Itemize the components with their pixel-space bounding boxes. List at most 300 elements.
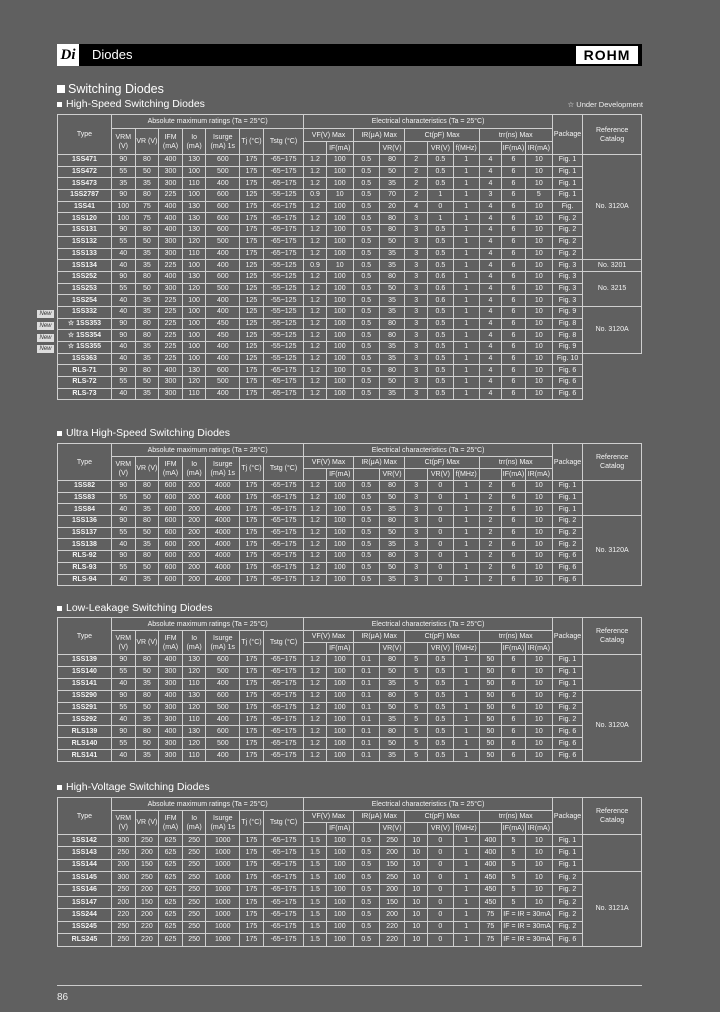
table-cell: 625 xyxy=(159,884,183,896)
table-cell: 4000 xyxy=(206,551,240,563)
table-cell: 10 xyxy=(525,527,552,539)
table-cell: 10 xyxy=(525,330,552,342)
table-row xyxy=(58,260,642,272)
table-cell: 175 xyxy=(240,678,264,690)
table-cell: 6 xyxy=(502,353,526,365)
table-cell: 1.2 xyxy=(304,504,326,516)
table-cell: 3 xyxy=(405,365,427,377)
table-cell: 0.5 xyxy=(353,213,379,225)
table-cell: 0.5 xyxy=(353,330,379,342)
table-cell: 600 xyxy=(159,562,183,574)
table-cell: -65~175 xyxy=(263,388,304,400)
table-cell: 1.5 xyxy=(304,884,326,896)
table-cell: 1 xyxy=(453,388,479,400)
type-name-cell: RLS140 xyxy=(58,738,112,750)
type-name-cell: 1SS83 xyxy=(58,492,112,504)
table-cell: 10 xyxy=(525,574,552,586)
table-cell: 100 xyxy=(326,738,353,750)
table-cell: 0.5 xyxy=(427,236,453,248)
table-cell: 35 xyxy=(135,248,159,260)
table-cell: 35 xyxy=(379,248,405,260)
table-cell: 10 xyxy=(405,884,427,896)
table-cell: 6 xyxy=(502,516,526,528)
table-cell: 35 xyxy=(379,178,405,190)
table-cell: 1 xyxy=(453,666,479,678)
table-cell: 5 xyxy=(405,750,427,762)
table-cell: 100 xyxy=(326,921,353,933)
table-cell: 1 xyxy=(453,365,479,377)
table-cell: 0.5 xyxy=(353,539,379,551)
table-cell: 250 xyxy=(182,934,206,946)
table-cell: 35 xyxy=(135,260,159,272)
table-cell: 1000 xyxy=(206,896,240,908)
table-cell: -65~175 xyxy=(263,236,304,248)
table-cell: 175 xyxy=(240,155,264,167)
table-cell: 1.5 xyxy=(304,934,326,946)
table-cell: 100 xyxy=(326,562,353,574)
table-cell: 100 xyxy=(326,236,353,248)
table-cell: 400 xyxy=(206,750,240,762)
table-cell: 400 xyxy=(206,295,240,307)
table-cell: 6 xyxy=(502,365,526,377)
table-cell: 0.5 xyxy=(353,481,379,493)
table-row xyxy=(58,353,642,365)
type-name-cell: RLS139 xyxy=(58,726,112,738)
table-cell: 1 xyxy=(453,492,479,504)
table-cell: Fig. 1 xyxy=(552,178,582,190)
table-cell: 0 xyxy=(427,835,453,847)
table-cell: 200 xyxy=(182,527,206,539)
table-cell: 6 xyxy=(502,201,526,213)
header-sub xyxy=(304,643,326,655)
table-cell: Fig. 8 xyxy=(552,318,582,330)
new-badge: New xyxy=(37,334,54,342)
table-cell: 1 xyxy=(453,562,479,574)
table-cell: 10 xyxy=(525,562,552,574)
table-cell: 150 xyxy=(379,896,405,908)
table-cell: Fig. 2 xyxy=(552,236,582,248)
table-cell: -65~175 xyxy=(263,896,304,908)
table-cell: 35 xyxy=(379,260,405,272)
table-cell: 625 xyxy=(159,896,183,908)
table-cell: 0.5 xyxy=(427,155,453,167)
header-rating: Tstg (°C) xyxy=(263,129,304,155)
header-type: Type xyxy=(58,798,112,835)
header-sub: IR(mA) xyxy=(525,823,552,835)
table-cell: 0.5 xyxy=(427,225,453,237)
table-cell: 0.1 xyxy=(353,738,379,750)
table-cell: 80 xyxy=(135,225,159,237)
type-name-cell: 1SS136 xyxy=(58,516,112,528)
trr-condition-cell: IF = IR = 30mA xyxy=(502,909,553,921)
table-cell: 90 xyxy=(111,516,135,528)
table-cell: 100 xyxy=(326,166,353,178)
table-cell: 55 xyxy=(111,166,135,178)
table-cell: 130 xyxy=(182,690,206,702)
header-electrical: Electrical characteristics (Ta = 25°C) xyxy=(304,115,553,129)
table-cell: 100 xyxy=(326,248,353,260)
table-cell: 600 xyxy=(206,726,240,738)
table-cell: -65~175 xyxy=(263,516,304,528)
table-cell: 6 xyxy=(502,562,526,574)
table-cell: 3 xyxy=(405,388,427,400)
table-cell: 35 xyxy=(135,295,159,307)
table-cell: 100 xyxy=(326,225,353,237)
table-cell: 5 xyxy=(502,835,526,847)
table-cell: 125 xyxy=(240,306,264,318)
table-cell: 0.5 xyxy=(353,236,379,248)
table-cell: 6 xyxy=(502,702,526,714)
table-row xyxy=(58,155,642,167)
table-cell: 100 xyxy=(326,726,353,738)
reference-catalog-cell: No. 3201 xyxy=(583,260,642,272)
header-abs-max: Absolute maximum ratings (Ta = 25°C) xyxy=(111,798,303,811)
type-name-cell: 1SS141 xyxy=(58,678,112,690)
table-cell: 175 xyxy=(240,166,264,178)
reference-catalog-cell: No. 3120A xyxy=(583,516,642,586)
section-title: Low-Leakage Switching Diodes xyxy=(57,602,213,614)
table-cell: 55 xyxy=(111,666,135,678)
table-cell: 10 xyxy=(525,655,552,667)
table-cell: 0.5 xyxy=(353,365,379,377)
table-cell: -65~175 xyxy=(263,365,304,377)
table-cell: 10 xyxy=(525,539,552,551)
table-cell: 0.5 xyxy=(353,260,379,272)
type-name-cell: 1SS253 xyxy=(58,283,112,295)
table-cell: 55 xyxy=(111,702,135,714)
type-name-cell: 1SS473 xyxy=(58,178,112,190)
table-cell: 0.1 xyxy=(353,750,379,762)
table-cell: 0.5 xyxy=(353,190,379,202)
table-cell: 75 xyxy=(479,921,501,933)
table-cell: 1 xyxy=(453,702,479,714)
table-cell: 225 xyxy=(159,295,183,307)
header-sub: f(MHz) xyxy=(453,142,479,155)
table-cell: 3 xyxy=(405,248,427,260)
header-rating: Tj (°C) xyxy=(240,457,264,481)
type-name-cell: 1SS145 xyxy=(58,872,112,884)
table-cell: 625 xyxy=(159,921,183,933)
table-cell: 1.2 xyxy=(304,155,326,167)
table-cell: 50 xyxy=(379,236,405,248)
table-cell: 0.5 xyxy=(427,365,453,377)
table-cell: 100 xyxy=(326,365,353,377)
table-cell: 10 xyxy=(525,260,552,272)
section-title: High-Voltage Switching Diodes xyxy=(57,781,210,793)
table-cell: 100 xyxy=(326,213,353,225)
table-cell: 600 xyxy=(206,190,240,202)
table-cell: 300 xyxy=(159,166,183,178)
table-cell: 110 xyxy=(182,178,206,190)
table-cell: Fig. 2 xyxy=(552,896,582,908)
table-cell: -65~175 xyxy=(263,527,304,539)
table-cell: -65~175 xyxy=(263,377,304,389)
table-cell: 220 xyxy=(111,909,135,921)
table-cell: 55 xyxy=(111,738,135,750)
table-cell: 175 xyxy=(240,702,264,714)
table-cell: 400 xyxy=(479,835,501,847)
table-row xyxy=(58,527,642,539)
table-cell: -65~175 xyxy=(263,225,304,237)
table-cell: 0.5 xyxy=(427,330,453,342)
table-cell: 3 xyxy=(405,283,427,295)
table-cell: 0.5 xyxy=(427,353,453,365)
table-cell: 0.5 xyxy=(353,283,379,295)
table-cell: 6 xyxy=(502,551,526,563)
table-cell: 1 xyxy=(453,504,479,516)
table-cell: 80 xyxy=(135,330,159,342)
table-cell: 100 xyxy=(326,306,353,318)
table-cell: Fig. 1 xyxy=(552,835,582,847)
table-cell: Fig. 1 xyxy=(552,504,582,516)
table-cell: 10 xyxy=(525,225,552,237)
table-cell: 1 xyxy=(453,481,479,493)
table-cell: 0 xyxy=(427,504,453,516)
type-name-cell: 1SS142 xyxy=(58,835,112,847)
table-cell: 175 xyxy=(240,201,264,213)
table-cell: 500 xyxy=(206,283,240,295)
table-cell: 0.9 xyxy=(304,190,326,202)
table-cell: 250 xyxy=(135,835,159,847)
table-cell: 3 xyxy=(405,213,427,225)
table-cell: 1 xyxy=(453,295,479,307)
table-cell: -65~175 xyxy=(263,847,304,859)
table-cell: 6 xyxy=(502,738,526,750)
table-cell: Fig. 3 xyxy=(552,295,582,307)
table-cell: 6 xyxy=(502,504,526,516)
table-row xyxy=(58,666,642,678)
table-row xyxy=(58,342,642,354)
table-cell: 1.2 xyxy=(304,574,326,586)
table-cell: 400 xyxy=(206,353,240,365)
table-cell: 130 xyxy=(182,655,206,667)
table-cell: Fig. 6 xyxy=(552,388,582,400)
header-sub: VR(V) xyxy=(379,142,405,155)
table-cell: 6 xyxy=(502,481,526,493)
under-development-note: ☆ Under Development xyxy=(567,100,643,109)
reference-catalog-cell xyxy=(583,481,642,516)
table-cell: 175 xyxy=(240,527,264,539)
table-row xyxy=(58,847,642,859)
table-cell: 125 xyxy=(240,353,264,365)
table-cell: 1.5 xyxy=(304,909,326,921)
table-cell: 35 xyxy=(135,178,159,190)
table-cell: 35 xyxy=(379,295,405,307)
table-cell: 0.5 xyxy=(427,342,453,354)
table-cell: 175 xyxy=(240,492,264,504)
table-row xyxy=(58,738,642,750)
table-cell: 100 xyxy=(182,190,206,202)
table-cell: 50 xyxy=(135,738,159,750)
table-cell: 10 xyxy=(525,859,552,871)
table-cell: 4000 xyxy=(206,539,240,551)
table-cell: 3 xyxy=(405,539,427,551)
table-cell: 3 xyxy=(479,190,501,202)
table-cell: 110 xyxy=(182,750,206,762)
header-rating: Io (mA) xyxy=(182,631,206,655)
table-row xyxy=(58,504,642,516)
header-sub: f(MHz) xyxy=(453,823,479,835)
table-cell: -65~175 xyxy=(263,909,304,921)
table-cell: Fig. 1 xyxy=(552,155,582,167)
table-cell: 4 xyxy=(405,201,427,213)
header-ct: Ct(pF) Max xyxy=(405,129,479,142)
table-cell: 4 xyxy=(479,342,501,354)
table-cell: 0.5 xyxy=(353,884,379,896)
table-cell: 175 xyxy=(240,655,264,667)
table-cell: 50 xyxy=(379,527,405,539)
table-cell: 80 xyxy=(135,318,159,330)
table-cell: 1.2 xyxy=(304,271,326,283)
header-sub: IR(mA) xyxy=(525,469,552,481)
type-name-cell: 1SS131 xyxy=(58,225,112,237)
table-cell: 3 xyxy=(405,574,427,586)
table-cell: 4 xyxy=(479,271,501,283)
table-cell: 250 xyxy=(379,835,405,847)
table-cell: 150 xyxy=(379,859,405,871)
table-cell: 80 xyxy=(135,271,159,283)
table-cell: 175 xyxy=(240,859,264,871)
table-cell: 40 xyxy=(111,574,135,586)
table-cell: -55~125 xyxy=(263,318,304,330)
bullet-icon xyxy=(57,785,62,790)
table-cell: 1 xyxy=(453,690,479,702)
table-row xyxy=(58,190,642,202)
spec-table xyxy=(57,797,642,947)
type-name-cell: 1SS290 xyxy=(58,690,112,702)
table-cell: 50 xyxy=(479,750,501,762)
footer-rule xyxy=(57,985,642,986)
table-cell: 80 xyxy=(379,516,405,528)
reference-catalog-cell: No. 3120A xyxy=(583,155,642,260)
table-cell: 0.5 xyxy=(353,318,379,330)
table-cell: Fig. 6 xyxy=(552,365,582,377)
table-row xyxy=(58,365,642,377)
table-cell: 10 xyxy=(525,702,552,714)
table-cell: Fig. 1 xyxy=(552,481,582,493)
table-cell: 1 xyxy=(453,527,479,539)
table-cell: 0 xyxy=(427,921,453,933)
header-sub: IF(mA) xyxy=(502,142,526,155)
table-cell: 175 xyxy=(240,551,264,563)
table-cell: Fig. 2 xyxy=(552,884,582,896)
table-cell: 100 xyxy=(326,702,353,714)
new-badge: New xyxy=(37,345,54,353)
table-cell: Fig. 6 xyxy=(552,934,582,946)
table-cell: 80 xyxy=(379,213,405,225)
table-cell: Fig. 6 xyxy=(552,562,582,574)
table-cell: 5 xyxy=(405,678,427,690)
table-cell: 400 xyxy=(206,678,240,690)
table-cell: 100 xyxy=(326,934,353,946)
table-row xyxy=(58,481,642,493)
spec-table xyxy=(57,114,642,400)
header-sub xyxy=(479,643,501,655)
table-cell: 100 xyxy=(326,835,353,847)
table-cell: 625 xyxy=(159,847,183,859)
table-cell: 10 xyxy=(525,835,552,847)
table-cell: 1.2 xyxy=(304,377,326,389)
table-cell: -55~125 xyxy=(263,260,304,272)
table-cell: 10 xyxy=(326,260,353,272)
table-cell: 175 xyxy=(240,481,264,493)
table-cell: 400 xyxy=(206,714,240,726)
table-cell: 175 xyxy=(240,516,264,528)
table-cell: 300 xyxy=(159,702,183,714)
table-cell: 1.5 xyxy=(304,896,326,908)
table-cell: 1 xyxy=(453,377,479,389)
table-cell: 80 xyxy=(379,481,405,493)
table-cell: 50 xyxy=(479,714,501,726)
table-cell: 10 xyxy=(525,155,552,167)
table-cell: 0.5 xyxy=(427,690,453,702)
table-cell: 175 xyxy=(240,225,264,237)
trr-condition-cell: IF = IR = 30mA xyxy=(502,934,553,946)
table-cell: 6 xyxy=(502,295,526,307)
table-cell: 100 xyxy=(326,330,353,342)
header-rating: VR (V) xyxy=(135,811,159,835)
table-cell: 35 xyxy=(379,388,405,400)
table-cell: 2 xyxy=(405,178,427,190)
table-cell: 55 xyxy=(111,562,135,574)
table-cell: 200 xyxy=(182,516,206,528)
table-cell: 0.5 xyxy=(353,377,379,389)
square-bullet-icon xyxy=(57,85,65,93)
table-cell: 4000 xyxy=(206,527,240,539)
table-cell: -65~175 xyxy=(263,551,304,563)
type-name-cell: 1SS245 xyxy=(58,921,112,933)
table-cell: 175 xyxy=(240,539,264,551)
table-cell: 100 xyxy=(326,539,353,551)
table-cell: 35 xyxy=(135,714,159,726)
table-cell: 10 xyxy=(405,896,427,908)
table-cell: 120 xyxy=(182,738,206,750)
table-cell: 10 xyxy=(326,190,353,202)
table-cell: 40 xyxy=(111,353,135,365)
table-cell: 10 xyxy=(525,248,552,260)
table-cell: 100 xyxy=(326,155,353,167)
table-cell: 1.2 xyxy=(304,527,326,539)
table-cell: 10 xyxy=(525,178,552,190)
table-cell: 250 xyxy=(111,921,135,933)
table-row xyxy=(58,166,642,178)
new-badge: New xyxy=(37,310,54,318)
table-cell: 1.2 xyxy=(304,492,326,504)
table-cell: 100 xyxy=(326,271,353,283)
table-cell: 175 xyxy=(240,896,264,908)
type-name-cell: RLS-92 xyxy=(58,551,112,563)
table-cell: Fig. 6 xyxy=(552,574,582,586)
table-cell: 6 xyxy=(502,726,526,738)
table-cell: -65~175 xyxy=(263,213,304,225)
table-cell: 50 xyxy=(135,666,159,678)
header-sub xyxy=(479,142,501,155)
table-cell: 400 xyxy=(206,260,240,272)
table-cell: 6 xyxy=(502,750,526,762)
table-cell: 1 xyxy=(453,516,479,528)
reference-catalog-cell: No. 3215 xyxy=(583,271,642,306)
table-cell: 80 xyxy=(379,365,405,377)
table-cell: 4 xyxy=(479,155,501,167)
table-cell: -65~175 xyxy=(263,714,304,726)
table-cell: 6 xyxy=(502,155,526,167)
table-cell: 100 xyxy=(326,909,353,921)
table-cell: 400 xyxy=(159,271,183,283)
table-cell: 2 xyxy=(479,527,501,539)
table-cell: 6 xyxy=(502,236,526,248)
table-cell: 300 xyxy=(159,714,183,726)
table-cell: 35 xyxy=(135,306,159,318)
